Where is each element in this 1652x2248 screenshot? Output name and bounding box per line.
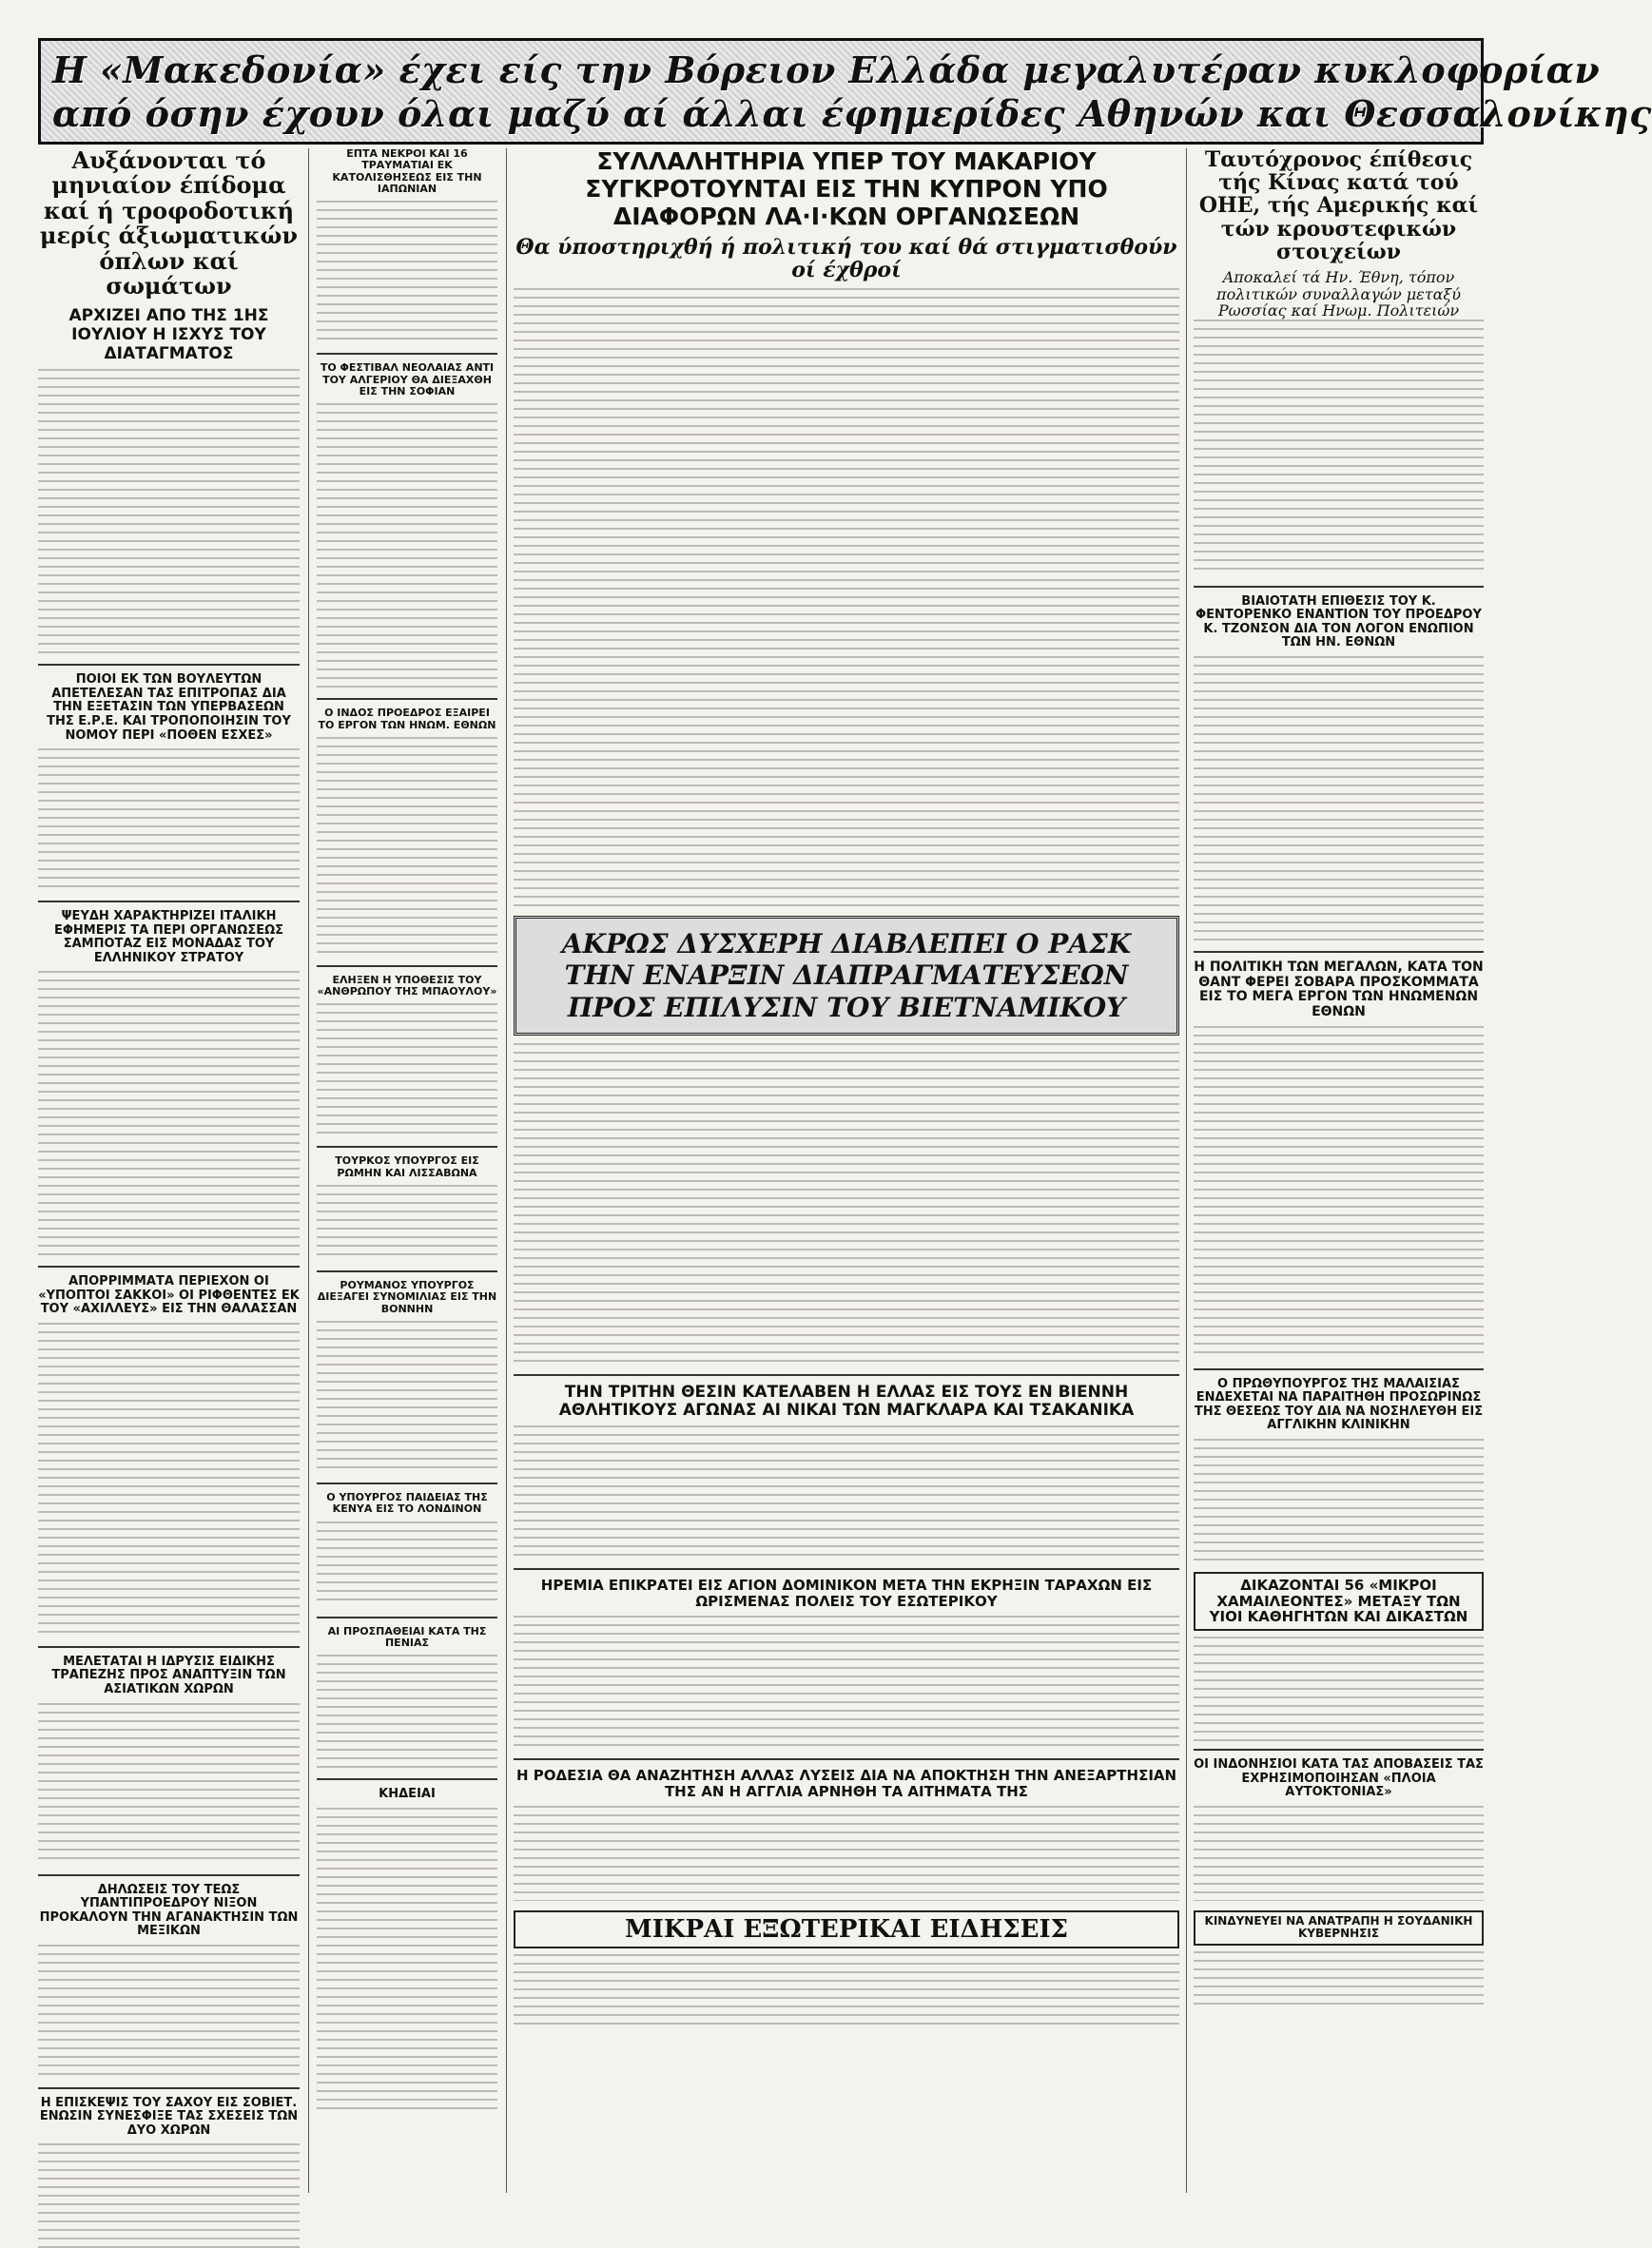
headline: ΣΥΛΛΑΛΗΤΗΡΙΑ ΥΠΕΡ ΤΟΥ ΜΑΚΑΡΙΟΥ ΣΥΓΚΡΟΤΟΥΝΤΑΙ ΕΙΣ ΤΗΝ ΚΥΠΡΟΝ ΥΠΟ ΔΙΑΦΟΡΩΝ ΛΑ·Ι·ΚΩΝ ΟΡΓΑΝΩΣΕΩΝ [585,147,1108,230]
headline: Αυξάνονται τό μηνιαίον έπίδομα καί ή τροφοδοτική μερίς άξιωματικών όπλων καί σωμάτων [39,146,299,300]
masthead-banner [38,38,1652,145]
divider [1194,1368,1484,1370]
divider [317,1270,497,1272]
article-achilleus [38,1275,300,1637]
article-body [317,1003,497,1136]
article-fedorenko [1194,595,1484,941]
divider [38,2087,300,2089]
article-body [1194,1951,1484,2008]
article-committees [38,673,300,891]
column-rule [1186,148,1187,2193]
column-1 [38,148,300,2193]
article-thant [1194,960,1484,1359]
article-turkish-minister [317,1155,497,1261]
article-body [317,201,497,343]
headline: ΜΙΚΡΑΙ ΕΞΩΤΕΡΙΚΑΙ ΕΙΔΗΣΕΙΣ [624,1914,1069,1944]
article-kenya [317,1492,497,1607]
divider [38,1874,300,1876]
section-small-news [514,1910,1179,1949]
banner-line-2: από όσην έχουν όλαι μαζύ αί άλλαι έφημερίδες Αθηνών και Θεσσαλονίκης [52,92,1652,135]
article-chameleons [1194,1572,1484,1631]
divider [317,353,497,355]
article-body [1194,1439,1484,1562]
headline: ΨΕΥΔΗ ΧΑΡΑΚΤΗΡΙΖΕΙ ΙΤΑΛΙΚΗ ΕΦΗΜΕΡΙΣ ΤΑ ΠΕΡΙ ΟΡΓΑΝΩΣΕΩΣ ΣΑΜΠΟΤΑΖ ΕΙΣ ΜΟΝΑΔΑΣ ΤΟΥ ΕΛΛΗΝΙΚΟΥ ΣΤΡΑΤΟΥ [53,909,284,965]
article-body [38,1945,300,2078]
divider [38,901,300,902]
headline: ΒΙΑΙΟΤΑΤΗ ΕΠΙΘΕΣΙΣ ΤΟΥ Κ. ΦΕΝΤΟΡΕΝΚΟ ΕΝΑΝΤΙΟΝ ΤΟΥ ΠΡΟΕΔΡΟΥ Κ. ΤΖΟΝΣΟΝ ΔΙΑ ΤΟΝ ΛΟΓΟΝ ΕΝΩΠΙΟΝ ΤΩΝ ΗΝ. ΕΘΝΩΝ [1195,593,1482,650]
headline: ΚΙΝΔΥΝΕΥΕΙ ΝΑ ΑΝΑΤΡΑΠΗ Η ΣΟΥΔΑΝΙΚΗ ΚΥΒΕΡΝΗΣΙΣ [1204,1913,1473,1941]
headline: ΑΠΟΡΡΙΜΜΑΤΑ ΠΕΡΙΕΧΟΝ ΟΙ «ΥΠΟΠΤΟΙ ΣΑΚΚΟΙ» ΟΙ ΡΙΦΘΕΝΤΕΣ ΕΚ ΤΟΥ «ΑΧΙΛΛΕΥΣ» ΕΙΣ ΤΗΝ ΘΑΛΑΣΣΑΝ [38,1274,300,1317]
article-body [317,403,497,688]
article-indian-president [317,707,497,956]
article-body [514,1425,1179,1559]
article-japan-landslide [317,148,497,343]
headline: ΤΟ ΦΕΣΤΙΒΑΛ ΝΕΟΛΑΙΑΣ ΑΝΤΙ ΤΟΥ ΑΛΓΕΡΙΟΥ ΘΑ ΔΙΕΞΑΧΘΗ ΕΙΣ ΤΗΝ ΣΟΦΙΑΝ [320,361,495,397]
article-body [514,1954,1179,2030]
article-china [1194,148,1484,576]
article-italian-paper [38,910,300,1256]
subheadline: ΑΡΧΙΖΕΙ ΑΠΟ ΤΗΣ 1ΗΣ ΙΟΥΛΙΟΥ Η ΙΣΧΥΣ ΤΟΥ ΔΙΑΤΑΓΜΑΤΟΣ [68,306,269,364]
article-asian-bank [38,1656,300,1865]
headline: ΕΠΤΑ ΝΕΚΡΟΙ ΚΑΙ 16 ΤΡΑΥΜΑΤΙΑΙ ΕΚ ΚΑΤΟΛΙΣΘΗΣΕΩΣ ΕΙΣ ΤΗΝ ΙΑΠΩΝΙΑΝ [332,147,482,195]
headline: ΟΙ ΙΝΔΟΝΗΣΙΟΙ ΚΑΤΑ ΤΑΣ ΑΠΟΒΑΣΕΙΣ ΤΑΣ ΕΧΡΗΣΙΜΟΠΟΙΗΣΑΝ «ΠΛΟΙΑ ΑΥΤΟΚΤΟΝΙΑΣ» [1194,1757,1484,1800]
headline: Ταυτόχρονος έπίθεσις τής Κίνας κατά τού ΟΗΕ, τής Αμερικής καί τών κρουστεφικών στοιχείων [1198,147,1479,264]
article-body [38,1703,300,1865]
headline: ΜΕΛΕΤΑΤΑΙ Η ΙΔΡΥΣΙΣ ΕΙΔΙΚΗΣ ΤΡΑΠΕΖΗΣ ΠΡΟΣ ΑΝΑΠΤΥΞΙΝ ΤΩΝ ΑΣΙΑΤΙΚΩΝ ΧΩΡΩΝ [51,1654,286,1696]
article-indonesians [1194,1758,1484,1901]
article-body [1194,1806,1484,1901]
article-body [38,748,300,891]
right-section [1194,148,1484,2193]
headline: Ο ΥΠΟΥΡΓΟΣ ΠΑΙΔΕΙΑΣ ΤΗΣ ΚΕΝΥΑ ΕΙΣ ΤΟ ΛΟΝΔΙΝΟΝ [326,1491,488,1516]
center-section [514,148,1179,2193]
article-body [317,1655,497,1769]
headline: ΔΗΛΩΣΕΙΣ ΤΟΥ ΤΕΩΣ ΥΠΑΝΤΙΠΡΟΕΔΡΟΥ ΝΙΞΟΝ ΠΡΟΚΑΛΟΥΝ ΤΗΝ ΑΓΑΝΑΚΤΗΣΙΝ ΤΩΝ ΜΕΞΙΚΩΝ [39,1882,299,1939]
article-allowance [38,148,300,654]
article-body [1194,656,1484,941]
divider [317,698,497,700]
article-rhodesia [514,1768,1179,1901]
article-makarios [514,148,1179,906]
article-body [514,1043,1179,1366]
divider [1194,951,1484,953]
headline: Η ΕΠΙΣΚΕΨΙΣ ΤΟΥ ΣΑΧΟΥ ΕΙΣ ΣΟΒΙΕΤ. ΕΝΩΣΙΝ ΣΥΝΕΣΦΙΞΕ ΤΑΣ ΣΧΕΣΕΙΣ ΤΩΝ ΔΥΟ ΧΩΡΩΝ [39,2095,299,2138]
columns-grid [38,148,1484,2193]
column-2 [317,148,497,2193]
article-funerals [317,1788,497,2112]
column-rule [506,148,507,2193]
divider [317,1483,497,1484]
article-body [1194,1637,1484,1741]
article-body [317,1808,497,2112]
subheadline: Αποκαλεί τά Ην. Έθνη, τόπον πολιτικών συναλλαγών μεταξύ Ρωσσίας καί Ηνωμ. Πολιτειών [1216,267,1461,320]
article-body [317,1521,497,1607]
article-romanian-minister [317,1280,497,1473]
divider [317,1617,497,1618]
article-nixon [38,1884,300,2078]
article-body [514,1616,1179,1749]
divider [514,1568,1179,1570]
article-sudan [1194,1910,1484,1946]
subheadline: Θα ύποστηριχθή ή πολιτική του καί θά στιγματισθούν οί έχθροί [515,235,1177,283]
divider [514,1758,1179,1760]
article-body [38,971,300,1256]
article-body [317,1321,497,1473]
article-body [317,1185,497,1261]
article-body [1194,1026,1484,1359]
article-man-of-trunk [317,975,497,1137]
headline: Ο ΠΡΩΘΥΠΟΥΡΓΟΣ ΤΗΣ ΜΑΛΑΙΣΙΑΣ ΕΝΔΕΧΕΤΑΙ ΝΑ ΠΑΡΑΙΤΗΘΗ ΠΡΟΣΩΡΙΝΩΣ ΤΗΣ ΘΕΣΕΩΣ ΤΟΥ ΔΙΑ ΝΑ ΝΟΣΗΛΕΥΘΗ ΕΙΣ ΑΓΓΛΙΚΗΝ ΚΛΙΝΙΚΗΝ [1194,1376,1484,1433]
article-rusk [514,916,1179,1037]
article-body [514,1806,1179,1901]
headline: ΑΚΡΩΣ ΔΥΣΧΕΡΗ ΔΙΑΒΛΕΠΕΙ Ο ΡΑΣΚ ΤΗΝ ΕΝΑΡΞΙΝ ΔΙΑΠΡΑΓΜΑΤΕΥΣΕΩΝ ΠΡΟΣ ΕΠΙΛΥΣΙΝ ΤΟΥ ΒΙΕΤΝΑΜΙΚΟΥ [561,927,1132,1023]
divider [317,965,497,967]
headline: ΕΛΗΞΕΝ Η ΥΠΟΘΕΣΙΣ ΤΟΥ «ΑΝΘΡΩΠΟΥ ΤΗΣ ΜΠΑΟΥΛΟΥ» [317,973,497,998]
article-shah [38,2097,300,2248]
headline: ΡΟΥΜΑΝΟΣ ΥΠΟΥΡΓΟΣ ΔΙΕΞΑΓΕΙ ΣΥΝΟΜΙΛΙΑΣ ΕΙΣ ΤΗΝ ΒΟΝΝΗΝ [317,1279,497,1315]
article-poverty [317,1626,497,1770]
headline: Ο ΙΝΔΟΣ ΠΡΟΕΔΡΟΣ ΕΞΑΙΡΕΙ ΤΟ ΕΡΓΟΝ ΤΩΝ ΗΝΩΜ. ΕΘΝΩΝ [318,707,496,731]
article-body [38,369,300,654]
article-dominican [514,1578,1179,1749]
headline: ΚΗΔΕΙΑΙ [379,1787,436,1802]
divider [38,664,300,666]
article-vienna-games [514,1384,1179,1559]
divider [38,1266,300,1268]
divider [514,1374,1179,1376]
article-youth-festival [317,362,497,688]
divider [317,1146,497,1148]
headline: ΠΟΙΟΙ ΕΚ ΤΩΝ ΒΟΥΛΕΥΤΩΝ ΑΠΕΤΕΛΕΣΑΝ ΤΑΣ ΕΠΙΤΡΟΠΑΣ ΔΙΑ ΤΗΝ ΕΞΕΤΑΣΙΝ ΤΩΝ ΥΠΕΡΒΑΣΕΩΝ ΤΗΣ Ε.Ρ.Ε. ΚΑΙ ΤΡΟΠΟΠΟΙΗΣΙΝ ΤΟΥ ΝΟΜΟΥ ΠΕΡΙ «ΠΟΘΕΝ ΕΣΧΕΣ» [47,672,291,743]
headline: ΔΙΚΑΖΟΝΤΑΙ 56 «ΜΙΚΡΟΙ ΧΑΜΑΙΛΕΟΝΤΕΣ» ΜΕΤΑΞΥ ΤΩΝ ΥΙΟΙ ΚΑΘΗΓΗΤΩΝ ΚΑΙ ΔΙΚΑΣΤΩΝ [1209,1576,1468,1626]
article-body [317,737,497,956]
divider [1194,1749,1484,1751]
headline: ΗΡΕΜΙΑ ΕΠΙΚΡΑΤΕΙ ΕΙΣ ΑΓΙΟΝ ΔΟΜΙΝΙΚΟΝ ΜΕΤΑ ΤΗΝ ΕΚΡΗΞΙΝ ΤΑΡΑΧΩΝ ΕΙΣ ΩΡΙΣΜΕΝΑΣ ΠΟΛΕΙΣ ΤΟΥ ΕΣΩΤΕΡΙΚΟΥ [540,1577,1153,1611]
divider [1194,586,1484,588]
divider [317,1778,497,1780]
article-body [38,2143,300,2248]
headline: ΤΗΝ ΤΡΙΤΗΝ ΘΕΣΙΝ ΚΑΤΕΛΑΒΕΝ Η ΕΛΛΑΣ ΕΙΣ ΤΟΥΣ ΕΝ ΒΙΕΝΝΗ ΑΘΛΗΤΙΚΟΥΣ ΑΓΩΝΑΣ ΑΙ ΝΙΚΑΙ ΤΩΝ ΜΑΓΚΛΑΡΑ ΚΑΙ ΤΣΑΚΑΝΙΚΑ [558,1383,1135,1421]
article-body [514,288,1179,906]
article-body [38,1323,300,1637]
article-malaysia [1194,1378,1484,1562]
article-body [1194,320,1484,576]
banner-line-1: Η «Μακεδονία» έχει είς την Βόρειον Ελλάδα μεγαλυτέραν κυκλοφορίαν [52,48,1601,91]
headline: ΤΟΥΡΚΟΣ ΥΠΟΥΡΓΟΣ ΕΙΣ ΡΩΜΗΝ ΚΑΙ ΛΙΣΣΑΒΩΝΑ [335,1154,479,1179]
headline: ΑΙ ΠΡΟΣΠΑΘΕΙΑΙ ΚΑΤΑ ΤΗΣ ΠΕΝΙΑΣ [327,1624,487,1649]
divider [38,1646,300,1648]
headline: Η ΠΟΛΙΤΙΚΗ ΤΩΝ ΜΕΓΑΛΩΝ, ΚΑΤΑ ΤΟΝ ΘΑΝΤ ΦΕΡΕΙ ΣΟΒΑΡΑ ΠΡΟΣΚΟΜΜΑΤΑ ΕΙΣ ΤΟ ΜΕΓΑ ΕΡΓΟΝ ΤΩΝ ΗΝΩΜΕΝΩΝ ΕΘΝΩΝ [1194,959,1484,1019]
column-rule [308,148,309,2193]
headline: Η ΡΟΔΕΣΙΑ ΘΑ ΑΝΑΖΗΤΗΣΗ ΑΛΛΑΣ ΛΥΣΕΙΣ ΔΙΑ ΝΑ ΑΠΟΚΤΗΣΗ ΤΗΝ ΑΝΕΞΑΡΤΗΣΙΑΝ ΤΗΣ ΑΝ Η ΑΓΓΛΙΑ ΑΡΝΗΘΗ ΤΑ ΑΙΤΗΜΑΤΑ ΤΗΣ [515,1767,1177,1800]
